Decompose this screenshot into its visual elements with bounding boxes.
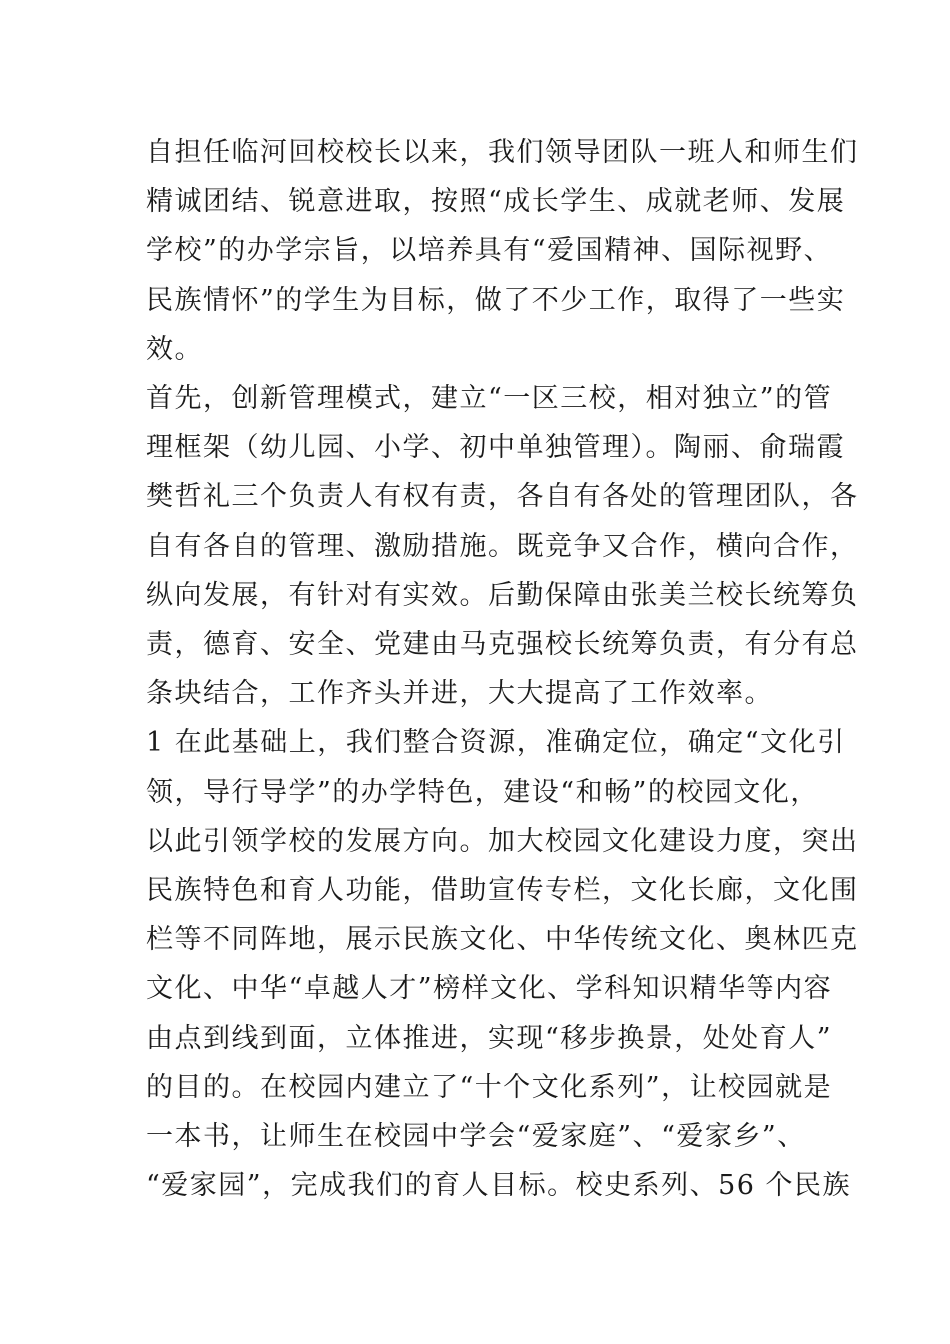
text-line: 领，导行导学”的办学特色，建设“和畅”的校园文化， bbox=[146, 776, 819, 808]
text-line: 民族情怀”的学生为目标，做了不少工作，取得了一些实 bbox=[146, 284, 846, 316]
text-line: 栏等不同阵地，展示民族文化、中华传统文化、奥林匹克 bbox=[146, 924, 859, 956]
text-line: 效。 bbox=[146, 333, 203, 365]
text-line: 民族特色和育人功能，借助宣传专栏，文化长廊，文化围 bbox=[146, 875, 859, 907]
text-line: “爱家园”，完成我们的育人目标。校史系列、56 个民族 bbox=[146, 1170, 852, 1202]
text-line: 精诚团结、锐意进取，按照“成长学生、成就老师、发展 bbox=[146, 186, 846, 218]
text-line: 1 在此基础上，我们整合资源，准确定位，确定“文化引 bbox=[146, 727, 846, 759]
paragraph-intro bbox=[146, 128, 859, 374]
text-line: 理框架（幼儿园、小学、初中单独管理）。陶丽、俞瑞霞 bbox=[146, 432, 845, 464]
paragraph-management bbox=[146, 374, 859, 718]
text-line: 文化、中华“卓越人才”榜样文化、学科知识精华等内容 bbox=[146, 973, 833, 1005]
text-line: 责，德育、安全、党建由马克强校长统筹负责，有分有总 bbox=[146, 629, 859, 661]
text-line: 学校”的办学宗旨，以培养具有“爱国精神、国际视野、 bbox=[146, 235, 833, 267]
text-line: 樊哲礼三个负责人有权有责，各自有各处的管理团队，各 bbox=[146, 481, 859, 513]
text-line: 自担任临河回校校长以来，我们领导团队一班人和师生们 bbox=[146, 137, 859, 168]
text-line: 自有各自的管理、激励措施。既竞争又合作，横向合作， bbox=[146, 530, 859, 562]
text-line: 首先，创新管理模式，建立“一区三校，相对独立”的管 bbox=[146, 383, 833, 415]
paragraph-culture bbox=[146, 718, 859, 1210]
text-line: 以此引领学校的发展方向。加大校园文化建设力度，突出 bbox=[146, 825, 859, 857]
text-line: 的目的。在校园内建立了“十个文化系列”，让校园就是 bbox=[146, 1071, 833, 1103]
text-line: 一本书，让师生在校园中学会“爱家庭”、“爱家乡”、 bbox=[146, 1121, 806, 1153]
text-line: 条块结合，工作齐头并进，大大提高了工作效率。 bbox=[146, 678, 773, 710]
text-line: 由点到线到面，立体推进，实现“移步换景，处处育人” bbox=[146, 1022, 833, 1054]
text-line: 纵向发展，有针对有实效。后勤保障由张美兰校长统筹负 bbox=[146, 579, 859, 611]
document-body bbox=[146, 128, 859, 1210]
